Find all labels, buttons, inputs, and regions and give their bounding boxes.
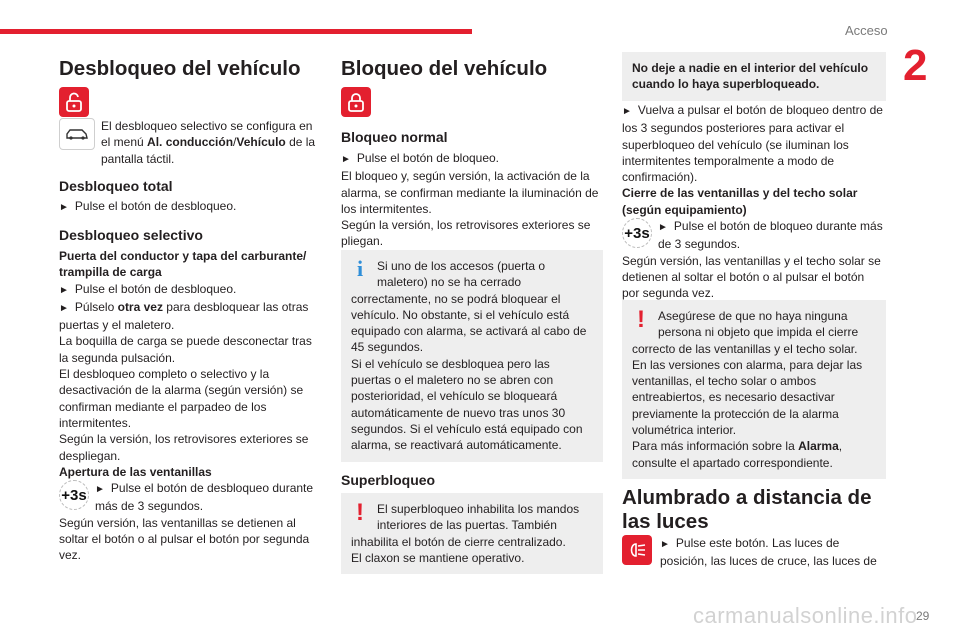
close-windows-heading: Cierre de las ventanillas y del techo solar (según equipamiento): [622, 186, 858, 217]
selective-para-2: El desbloqueo completo o selectivo y la desactivación de la alarma (según versión) se confirman mediante el parpadeo de los intermitentes.: [59, 367, 304, 430]
section-title: Acceso: [845, 23, 888, 38]
superlock-warning-2: El claxon se mantiene operativo.: [351, 550, 525, 565]
windows-warning-1: Asegúrese de que no haya ninguna persona ni objeto que impida el cierre correcto de las ventanillas y el techo solar.: [632, 309, 859, 356]
selective-step-2: ► Púlselo otra vez para desbloquear las otras puertas y el maletero.: [59, 299, 309, 333]
lights-step: ► Pulse este botón. Las luces de posición, las luces de cruce, las luces de: [660, 536, 877, 569]
windows-warning-box: [622, 300, 886, 479]
total-unlock-heading: Desbloqueo total: [59, 178, 173, 194]
selective-para-3: Según la versión, los retrovisores exteriores se despliegan.: [59, 432, 309, 463]
lock-title: Bloqueo del vehículo: [341, 57, 548, 80]
selective-step-1: ► Pulse el botón de desbloqueo.: [59, 281, 237, 296]
normal-lock-step: ► Pulse el botón de bloqueo.: [341, 151, 500, 165]
selective-unlock-heading: Desbloqueo selectivo: [59, 227, 203, 243]
superlock-step: ► Vuelva a pulsar el botón de bloqueo dentro de los 3 segundos posteriores para activar el superbloqueo del vehículo (se iluminan los intermitentes temporalmente a modo de confirmación).: [622, 103, 883, 185]
chapter-number: 2: [903, 41, 928, 90]
superlock-warning-box: [341, 493, 603, 574]
unlock-intro: El desbloqueo selectivo se configura en el menú Al. conducción/Vehículo de la pantalla táctil.: [101, 119, 316, 166]
info-icon: i: [356, 256, 364, 281]
lights-title: Alumbrado a distancia de las luces: [622, 486, 872, 533]
close-windows-para: Según versión, las ventanillas y el techo solar se detienen al soltar el botón o al pulsar el botón por segunda vez.: [622, 253, 881, 301]
selective-subheading: Puerta del conductor y tapa del carburante/ trampilla de carga: [59, 249, 307, 280]
lights-icon: [622, 535, 652, 565]
page-number: 29: [916, 609, 930, 623]
plus-3s-icon-2: +3s: [622, 218, 652, 248]
superlock-note-box: [622, 52, 886, 101]
info-para-1: Si uno de los accesos (puerta o maletero) no se ha cerrado correctamente, no se podrá bloquear el vehículo. No obstante, si el vehículo está equipado con alarma, se activará al cabo de 45 segundos.: [351, 259, 587, 355]
close-windows-step: ► Pulse el botón de bloqueo durante más de 3 segundos.: [658, 219, 883, 252]
superlock-heading: Superbloqueo: [341, 472, 436, 488]
watermark: carmanualsonline.info: [693, 603, 918, 628]
car-menu-icon: [59, 118, 95, 150]
info-para-2: Si el vehículo se desbloquea pero las puertas o el maletero no se abren con posterioridad, el vehículo se bloqueará automáticamente de nuevo tras unos 30 segundos. Si el vehículo está equipado con alarma, se reactivará automáticamente.: [351, 356, 583, 453]
unlock-icon: [59, 87, 89, 117]
top-accent-bar: [0, 29, 472, 34]
warning-icon-2: !: [637, 306, 645, 333]
lock-icon: [341, 87, 371, 117]
plus-3s-icon: +3s: [59, 480, 89, 510]
superlock-warning: El superbloqueo inhabilita los mandos interiores de las puertas. También inhabilita el botón de cierre centralizado.: [351, 502, 580, 549]
normal-lock-heading: Bloqueo normal: [341, 129, 448, 145]
normal-lock-para-1: El bloqueo y, según versión, la activación de la alarma, se confirman mediante la iluminación de los intermitentes.: [341, 169, 599, 216]
windows-warning-3: Para más información sobre la Alarma, consulte el apartado correspondiente.: [632, 439, 843, 470]
info-box: [341, 250, 603, 462]
windows-step: ► Pulse el botón de desbloqueo durante más de 3 segundos.: [95, 481, 314, 514]
total-unlock-step: ► Pulse el botón de desbloqueo.: [59, 199, 237, 213]
selective-para-1: La boquilla de carga se puede desconectar tras la segunda pulsación.: [59, 334, 312, 365]
warning-icon: !: [356, 499, 364, 526]
windows-heading: Apertura de las ventanillas: [59, 464, 212, 479]
unlock-title: Desbloqueo del vehículo: [59, 57, 301, 80]
windows-warning-2: En las versiones con alarma, para dejar las ventanillas, el techo solar o ambos entreabiertos, es necesario desactivar previamente la protección de la alarma volumétrica interior.: [632, 357, 863, 438]
normal-lock-para-2: Según la versión, los retrovisores exteriores se pliegan.: [341, 218, 591, 249]
superlock-note: No deje a nadie en el interior del vehículo cuando lo haya superbloqueado.: [632, 61, 869, 92]
windows-para: Según versión, las ventanillas se detienen al soltar el botón o al pulsar el botón por segunda vez.: [59, 515, 310, 563]
